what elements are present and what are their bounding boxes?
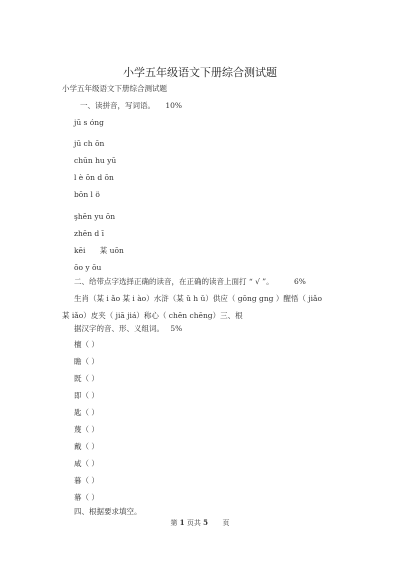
section4-heading: 四、根据要求填空。 xyxy=(74,507,142,516)
section3-heading-text: 据汉字的音、形、义组词。 xyxy=(74,324,164,333)
pinyin-item-8-text: kēi xyxy=(74,246,86,255)
char-item-9: 暮（ ） xyxy=(74,476,99,485)
section2-line2: 某 iǎo）皮夹（ jiā jiá）称心（ chēn chēng）三、根 xyxy=(62,311,243,320)
char-item-1: 檀（ ） xyxy=(74,340,99,349)
footer-total-number: 5 xyxy=(203,518,208,527)
section1-heading xyxy=(80,101,182,111)
char-item-7: 戴（ ） xyxy=(74,442,99,451)
footer-page-number: 1 xyxy=(179,518,185,527)
pinyin-item-3: chūn hu yū xyxy=(74,156,117,165)
footer-total-label: 页共 xyxy=(186,519,201,527)
char-item-10: 幕（ ） xyxy=(74,493,99,502)
char-item-2: 瞻（ ） xyxy=(74,357,99,366)
section2-heading-text: 二、给带点字选择正确的读音，在正确的读音上面打 “ √ ”。 xyxy=(74,277,274,286)
pinyin-item-6: şhēn yu ōn xyxy=(74,212,116,221)
section2-heading xyxy=(74,277,306,287)
pinyin-item-8-extra: 某 uōn xyxy=(99,246,124,255)
pinyin-item-9: ōo y ōu xyxy=(74,263,102,272)
pinyin-item-8 xyxy=(74,246,124,256)
section1-heading-text: 一、读拼音，写词语。 xyxy=(80,101,155,110)
char-item-6: 蔑（ ） xyxy=(74,425,99,434)
section3-heading xyxy=(74,324,182,334)
pinyin-item-4: l è ōn d ōn xyxy=(74,173,114,182)
pinyin-item-7: zhēn d ī xyxy=(74,229,105,238)
section2-score: 6% xyxy=(294,277,306,286)
char-item-8: 咸（ ） xyxy=(74,459,99,468)
section3-score: 5% xyxy=(170,324,183,333)
section1-score: 10% xyxy=(165,101,183,110)
page-title: 小学五年级语文下册综合测试题 xyxy=(123,66,277,79)
footer-page-unit: 页 xyxy=(222,519,230,527)
char-item-3: 既（ ） xyxy=(74,374,99,383)
section2-line1: 生肖（某 i ǎo 某 i ào）水浒（某 ǔ h ǔ）供应（ gōng gng ）醒悟（ jiǎo xyxy=(74,294,322,303)
pinyin-item-5: bōn l ö xyxy=(74,190,100,199)
char-item-5: 匙（ ） xyxy=(74,408,99,417)
subtitle: 小学五年级语文下册综合测试题 xyxy=(62,84,167,93)
page-footer xyxy=(0,518,400,528)
footer-page-label: 第 xyxy=(170,519,178,527)
pinyin-item-2: jū ch ōn xyxy=(74,139,105,148)
pinyin-item-1: jū s óng xyxy=(74,118,104,127)
char-item-4: 即（ ） xyxy=(74,391,99,400)
